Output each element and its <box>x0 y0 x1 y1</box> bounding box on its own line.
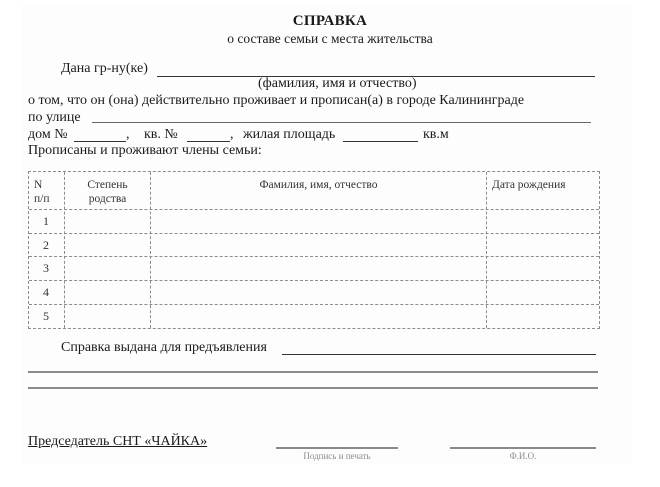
house-field[interactable] <box>74 141 126 142</box>
chairman-label: Председатель СНТ «ЧАЙКА» <box>28 434 208 449</box>
street-field[interactable] <box>92 122 591 123</box>
apartment-field[interactable] <box>187 141 230 142</box>
table-row-number: 5 <box>43 309 49 323</box>
signature-caption: Подпись и печать <box>303 451 371 461</box>
issued-for-field-line2[interactable] <box>28 371 598 373</box>
fio-caption: Ф.И.О. <box>509 451 537 461</box>
row-divider <box>29 233 599 234</box>
issued-for-field[interactable] <box>282 354 596 355</box>
row-divider <box>29 209 599 210</box>
apartment-label: кв. № <box>144 127 178 142</box>
header-number-line2: п/п <box>34 193 50 205</box>
given-to-label: Дана гр-ну(ке) <box>61 61 148 76</box>
row-divider <box>29 256 599 257</box>
header-fullname: Фамилия, имя, отчество <box>259 179 378 191</box>
area-unit: кв.м <box>423 127 449 142</box>
table-row-number: 2 <box>43 238 49 252</box>
living-area-field[interactable] <box>343 141 418 142</box>
fio-hint: (фамилия, имя и отчество) <box>258 76 417 91</box>
table-row-number: 3 <box>43 261 49 275</box>
residence-text: о том, что он (она) действительно проживает и прописан(а) в городе Калининграде <box>28 93 525 108</box>
row-divider <box>29 304 599 305</box>
header-number-line1: N <box>34 179 43 191</box>
street-label: по улице <box>28 110 81 125</box>
document-title: СПРАВКА <box>292 13 368 29</box>
table-row-number: 4 <box>43 285 49 299</box>
house-label: дом № <box>28 127 68 142</box>
signature-field[interactable] <box>276 447 398 449</box>
header-number <box>34 178 50 206</box>
comma: , <box>230 127 234 142</box>
issued-for-field-line3[interactable] <box>28 387 598 389</box>
table-row-number: 1 <box>43 214 49 228</box>
row-divider <box>29 280 599 281</box>
issued-for-label: Справка выдана для предъявления <box>61 340 267 355</box>
header-birthdate: Дата рождения <box>492 179 566 191</box>
family-intro: Прописаны и проживают члены семьи: <box>28 143 262 158</box>
living-area-label: жилая площадь <box>243 127 336 142</box>
family-table <box>28 171 600 329</box>
document-subtitle: о составе семьи с места жительства <box>227 31 433 46</box>
fio-signature-field[interactable] <box>450 447 596 449</box>
header-relation <box>65 178 150 206</box>
header-relation-line2: родства <box>88 193 127 205</box>
comma: , <box>126 127 130 142</box>
header-relation-line1: Степень <box>87 179 128 191</box>
